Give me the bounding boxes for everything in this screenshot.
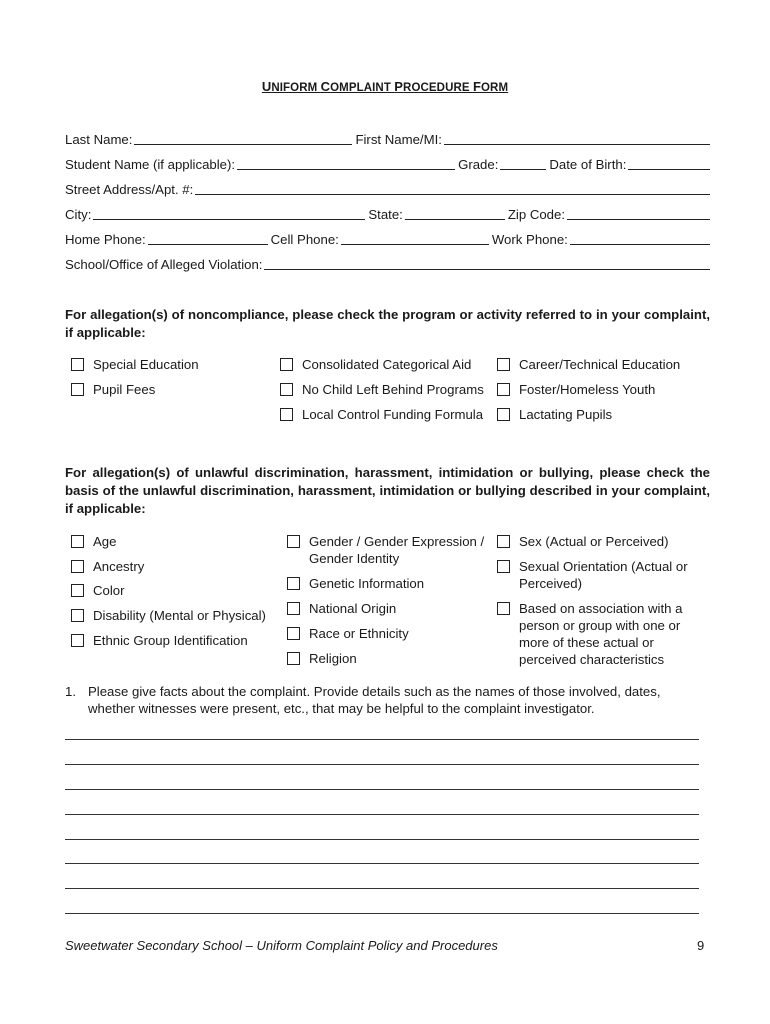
first-name-field[interactable] bbox=[444, 131, 710, 145]
checkbox[interactable] bbox=[71, 535, 84, 548]
checkbox[interactable] bbox=[71, 584, 84, 597]
footer-text: Sweetwater Secondary School – Uniform Complaint Policy and Procedures bbox=[65, 938, 498, 953]
option-religion[interactable]: Religion bbox=[287, 650, 357, 667]
option-consolidated-categorical-aid[interactable]: Consolidated Categorical Aid bbox=[280, 356, 471, 373]
answer-line[interactable] bbox=[65, 814, 699, 815]
street-label: Street Address/Apt. #: bbox=[65, 182, 194, 197]
checkbox[interactable] bbox=[71, 560, 84, 573]
school-row bbox=[65, 254, 710, 272]
option-race-ethnicity[interactable]: Race or Ethnicity bbox=[287, 625, 409, 642]
street-field[interactable] bbox=[195, 181, 710, 195]
student-name-field[interactable] bbox=[237, 156, 455, 170]
checkbox[interactable] bbox=[287, 652, 300, 665]
home-phone-label: Home Phone: bbox=[65, 232, 146, 247]
answer-line[interactable] bbox=[65, 913, 699, 914]
form-title: UNIFORM COMPLAINT PROCEDURE FORM bbox=[261, 79, 509, 94]
option-lcff[interactable]: Local Control Funding Formula bbox=[280, 406, 483, 423]
street-row bbox=[65, 179, 710, 197]
option-lactating-pupils[interactable]: Lactating Pupils bbox=[497, 406, 612, 423]
checkbox[interactable] bbox=[71, 609, 84, 622]
checkbox[interactable] bbox=[71, 358, 84, 371]
option-genetic-information[interactable]: Genetic Information bbox=[287, 575, 424, 592]
checkbox[interactable] bbox=[280, 383, 293, 396]
city-row bbox=[65, 204, 710, 222]
cell-phone-field[interactable] bbox=[341, 231, 489, 245]
city-label: City: bbox=[65, 207, 92, 222]
checkbox[interactable] bbox=[497, 535, 510, 548]
checkbox[interactable] bbox=[497, 358, 510, 371]
city-field[interactable] bbox=[93, 206, 365, 220]
option-color[interactable]: Color bbox=[71, 582, 125, 599]
question-text: Please give facts about the complaint. Provide details such as the names of those involved, dates, whether witnesses were present, etc., that may be helpful to the complaint investigator. bbox=[88, 684, 661, 716]
phone-row bbox=[65, 229, 710, 247]
option-association[interactable]: Based on association with a person or group with one or more of these actual or perceived characteristics bbox=[497, 600, 695, 668]
checkbox[interactable] bbox=[287, 602, 300, 615]
last-name-label: Last Name: bbox=[65, 132, 133, 147]
option-ancestry[interactable]: Ancestry bbox=[71, 558, 144, 575]
dob-label: Date of Birth: bbox=[549, 157, 627, 172]
school-office-label: School/Office of Alleged Violation: bbox=[65, 257, 263, 272]
option-age[interactable]: Age bbox=[71, 533, 116, 550]
option-career-technical-education[interactable]: Career/Technical Education bbox=[497, 356, 680, 373]
option-foster-homeless-youth[interactable]: Foster/Homeless Youth bbox=[497, 381, 655, 398]
checkbox[interactable] bbox=[280, 358, 293, 371]
student-row bbox=[65, 154, 710, 172]
option-national-origin[interactable]: National Origin bbox=[287, 600, 396, 617]
checkbox[interactable] bbox=[71, 383, 84, 396]
checkbox[interactable] bbox=[287, 627, 300, 640]
option-ethnic-group[interactable]: Ethnic Group Identification bbox=[71, 632, 248, 649]
checkbox[interactable] bbox=[287, 577, 300, 590]
option-gender[interactable]: Gender / Gender Expression / Gender Identity bbox=[287, 533, 487, 567]
option-pupil-fees[interactable]: Pupil Fees bbox=[71, 381, 155, 398]
answer-line[interactable] bbox=[65, 764, 699, 765]
checkbox[interactable] bbox=[497, 560, 510, 573]
first-name-label: First Name/MI: bbox=[355, 132, 442, 147]
page-number: 9 bbox=[697, 938, 705, 953]
work-phone-label: Work Phone: bbox=[491, 232, 568, 247]
name-row bbox=[65, 129, 710, 147]
answer-line[interactable] bbox=[65, 888, 699, 889]
zip-label: Zip Code: bbox=[507, 207, 566, 222]
answer-line[interactable] bbox=[65, 789, 699, 790]
option-sexual-orientation[interactable]: Sexual Orientation (Actual or Perceived) bbox=[497, 558, 695, 592]
checkbox[interactable] bbox=[71, 634, 84, 647]
work-phone-field[interactable] bbox=[570, 231, 710, 245]
cell-phone-label: Cell Phone: bbox=[270, 232, 339, 247]
last-name-field[interactable] bbox=[134, 131, 352, 145]
option-disability[interactable]: Disability (Mental or Physical) bbox=[71, 607, 266, 624]
question-number: 1. bbox=[65, 684, 76, 699]
option-sex[interactable]: Sex (Actual or Perceived) bbox=[497, 533, 669, 550]
answer-line[interactable] bbox=[65, 839, 699, 840]
answer-line[interactable] bbox=[65, 863, 699, 864]
checkbox[interactable] bbox=[287, 535, 300, 548]
school-office-field[interactable] bbox=[264, 256, 710, 270]
state-field[interactable] bbox=[405, 206, 505, 220]
option-nclb-programs[interactable]: No Child Left Behind Programs bbox=[280, 381, 484, 398]
checkbox[interactable] bbox=[280, 408, 293, 421]
grade-field[interactable] bbox=[500, 156, 546, 170]
answer-line[interactable] bbox=[65, 739, 699, 740]
option-special-education[interactable]: Special Education bbox=[71, 356, 199, 373]
checkbox[interactable] bbox=[497, 602, 510, 615]
checkbox[interactable] bbox=[497, 408, 510, 421]
student-name-label: Student Name (if applicable): bbox=[65, 157, 236, 172]
grade-label: Grade: bbox=[458, 157, 499, 172]
noncompliance-heading: For allegation(s) of noncompliance, please check the program or activity referred to in your complaint, if applicable: bbox=[65, 307, 710, 340]
dob-field[interactable] bbox=[628, 156, 710, 170]
state-label: State: bbox=[368, 207, 403, 222]
discrimination-heading: For allegation(s) of unlawful discrimination, harassment, intimidation or bullying, please check the basis of the unlawful discrimination, harassment, intimidation or bullying described in your complaint, if applicable: bbox=[65, 465, 710, 516]
checkbox[interactable] bbox=[497, 383, 510, 396]
zip-field[interactable] bbox=[567, 206, 710, 220]
home-phone-field[interactable] bbox=[148, 231, 268, 245]
